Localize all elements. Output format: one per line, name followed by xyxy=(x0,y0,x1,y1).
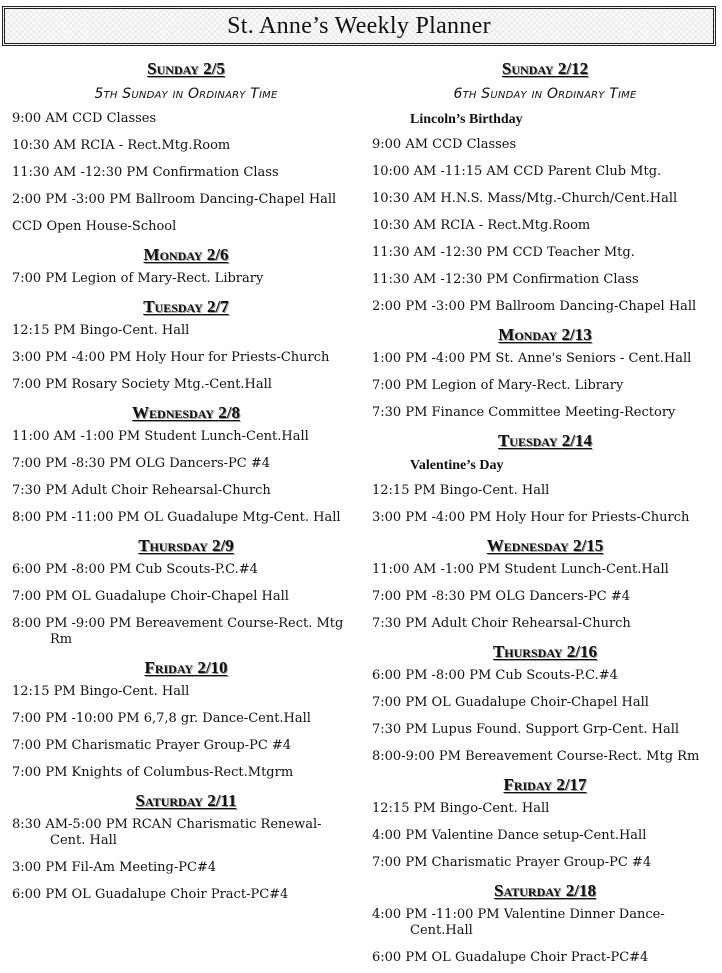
event-item xyxy=(12,161,360,188)
event-item xyxy=(372,797,718,824)
event-item xyxy=(12,479,360,506)
day-section xyxy=(372,772,718,878)
event-item xyxy=(372,851,718,878)
event-item xyxy=(12,346,360,373)
event-text: CCD Open House-School xyxy=(12,219,177,234)
event-item xyxy=(372,691,718,718)
event-text: 11:30 AM -12:30 PM Confirmation Class xyxy=(372,272,639,287)
day-date: 2/16 xyxy=(566,642,598,661)
event-text: 11:00 AM -1:00 PM Student Lunch-Cent.Hall xyxy=(12,429,309,444)
day-heading xyxy=(372,772,718,797)
day-date: 2/17 xyxy=(556,775,587,794)
day-section xyxy=(372,878,718,973)
event-item xyxy=(12,319,360,346)
day-name: Tuesday xyxy=(143,297,203,316)
event-item xyxy=(12,707,360,734)
day-heading xyxy=(12,242,360,267)
day-section xyxy=(372,322,718,428)
event-text: 2:00 PM -3:00 PM Ballroom Dancing-Chapel Hall xyxy=(12,192,337,207)
day-heading xyxy=(12,56,360,81)
event-item xyxy=(372,664,718,691)
event-text: 10:30 AM H.N.S. Mass/Mtg.-Church/Cent.Hall xyxy=(372,191,678,206)
event-item xyxy=(372,903,718,946)
event-item xyxy=(372,479,718,506)
event-text: 12:15 PM Bingo-Cent. Hall xyxy=(12,323,190,338)
day-name: Friday xyxy=(144,658,194,677)
event-item xyxy=(372,214,718,241)
event-text: 10:30 AM RCIA - Rect.Mtg.Room xyxy=(12,138,231,153)
event-item xyxy=(12,134,360,161)
day-name: Tuesday xyxy=(497,431,558,450)
event-text: 7:00 PM -10:00 PM 6,7,8 gr. Dance-Cent.Hall xyxy=(12,711,311,726)
day-name: Wednesday xyxy=(132,403,214,422)
day-section xyxy=(12,655,360,788)
day-name: Monday xyxy=(143,245,203,264)
event-item xyxy=(12,267,360,294)
day-section xyxy=(12,242,360,294)
event-text: 3:00 PM -4:00 PM Holy Hour for Priests-Church xyxy=(12,350,330,365)
special-day-note: Valentine’s Day xyxy=(410,458,504,473)
event-item xyxy=(372,347,718,374)
event-text: 12:15 PM Bingo-Cent. Hall xyxy=(372,483,550,498)
day-name: Friday xyxy=(503,775,553,794)
event-text: 7:30 PM Finance Committee Meeting-Rectory xyxy=(372,405,676,420)
event-text: 6:00 PM OL Guadalupe Choir Pract-PC#4 xyxy=(372,950,649,965)
day-name: Saturday xyxy=(135,791,203,810)
event-text-continued: Rm xyxy=(50,632,73,647)
day-name: Saturday xyxy=(494,881,562,900)
event-item xyxy=(372,745,718,772)
event-text: 7:00 PM OL Guadalupe Choir-Chapel Hall xyxy=(12,589,289,604)
event-item xyxy=(372,241,718,268)
event-item xyxy=(372,133,718,160)
day-name: Sunday xyxy=(147,59,199,78)
event-text: 9:00 AM CCD Classes xyxy=(372,137,517,152)
day-date: 2/7 xyxy=(207,297,229,316)
event-text: 2:00 PM -3:00 PM Ballroom Dancing-Chapel Hall xyxy=(372,299,697,314)
event-item xyxy=(372,401,718,428)
event-text: 10:30 AM RCIA - Rect.Mtg.Room xyxy=(372,218,591,233)
day-heading xyxy=(372,322,718,347)
event-item xyxy=(12,612,360,655)
day-date: 2/8 xyxy=(218,403,240,422)
event-item xyxy=(12,373,360,400)
day-heading xyxy=(12,400,360,425)
event-text: 11:00 AM -1:00 PM Student Lunch-Cent.Hall xyxy=(372,562,669,577)
day-name: Wednesday xyxy=(486,536,569,555)
special-day-note: Lincoln’s Birthday xyxy=(410,112,523,127)
day-heading xyxy=(12,294,360,319)
day-date: 2/5 xyxy=(203,59,225,78)
day-heading xyxy=(12,655,360,680)
day-heading xyxy=(372,878,718,903)
day-heading xyxy=(12,533,360,558)
event-item xyxy=(12,761,360,788)
event-item xyxy=(12,425,360,452)
event-item xyxy=(372,160,718,187)
event-item xyxy=(372,187,718,214)
day-section xyxy=(372,533,718,639)
event-text: 7:00 PM Legion of Mary-Rect. Library xyxy=(372,378,624,393)
event-text: 7:30 PM Adult Choir Rehearsal-Church xyxy=(12,483,271,498)
day-date: 2/13 xyxy=(561,325,592,344)
event-text: 7:30 PM Lupus Found. Support Grp-Cent. Hall xyxy=(372,722,680,737)
title-banner xyxy=(2,6,716,46)
day-date: 2/15 xyxy=(572,536,604,555)
event-text: 9:00 AM CCD Classes xyxy=(12,111,157,126)
day-heading xyxy=(372,428,718,453)
event-text: 8:00 PM -9:00 PM Bereavement Course-Rect. Mtg xyxy=(12,616,344,631)
event-text: 8:30 AM-5:00 PM RCAN Charismatic Renewal- xyxy=(12,817,322,832)
event-text: 7:30 PM Adult Choir Rehearsal-Church xyxy=(372,616,631,631)
event-item xyxy=(372,374,718,401)
day-section xyxy=(12,56,360,242)
event-item xyxy=(12,452,360,479)
event-text: 7:00 PM -8:30 PM OLG Dancers-PC #4 xyxy=(12,456,271,471)
event-text: 12:15 PM Bingo-Cent. Hall xyxy=(372,801,550,816)
day-date: 2/9 xyxy=(212,536,234,555)
day-section xyxy=(12,400,360,533)
event-text: 1:00 PM -4:00 PM St. Anne's Seniors - Cent.Hall xyxy=(372,351,692,366)
event-text: 4:00 PM -11:00 PM Valentine Dinner Dance- xyxy=(372,907,665,922)
liturgical-day: 6th Sunday in Ordinary Time xyxy=(453,86,637,102)
day-date: 2/6 xyxy=(206,245,229,264)
event-text: 7:00 PM -8:30 PM OLG Dancers-PC #4 xyxy=(372,589,631,604)
event-item xyxy=(372,946,718,973)
event-text-continued: Cent.Hall xyxy=(410,923,473,938)
event-item xyxy=(12,883,360,910)
event-text: 7:00 PM Legion of Mary-Rect. Library xyxy=(12,271,264,286)
left-column xyxy=(12,56,360,910)
page-title: St. Anne’s Weekly Planner xyxy=(227,12,491,39)
event-text: 4:00 PM Valentine Dance setup-Cent.Hall xyxy=(372,828,647,843)
event-text: 7:00 PM Knights of Columbus-Rect.Mtgrm xyxy=(12,765,294,780)
event-item xyxy=(372,506,718,533)
day-heading xyxy=(12,788,360,813)
event-text: 7:00 PM Rosary Society Mtg.-Cent.Hall xyxy=(12,377,272,392)
day-section xyxy=(372,428,718,533)
day-section xyxy=(12,533,360,655)
day-name: Thursday xyxy=(492,642,563,661)
event-item xyxy=(372,718,718,745)
event-item xyxy=(12,188,360,215)
day-heading xyxy=(372,639,718,664)
event-item xyxy=(12,215,360,242)
day-date: 2/14 xyxy=(561,431,593,450)
day-name: Monday xyxy=(498,325,558,344)
event-item xyxy=(12,585,360,612)
event-text: 3:00 PM -4:00 PM Holy Hour for Priests-Church xyxy=(372,510,690,525)
event-text: 11:30 AM -12:30 PM CCD Teacher Mtg. xyxy=(372,245,635,260)
event-item xyxy=(12,558,360,585)
day-section xyxy=(372,56,718,322)
event-item xyxy=(12,856,360,883)
event-text: 6:00 PM -8:00 PM Cub Scouts-P.C.#4 xyxy=(372,668,618,683)
event-item xyxy=(12,107,360,134)
event-item xyxy=(12,506,360,533)
event-text-continued: Cent. Hall xyxy=(50,833,117,848)
day-section xyxy=(12,788,360,910)
day-date: 2/11 xyxy=(207,791,237,810)
event-text: 10:00 AM -11:15 AM CCD Parent Club Mtg. xyxy=(372,164,662,179)
day-heading xyxy=(372,56,718,81)
day-section xyxy=(372,639,718,772)
event-text: 8:00-9:00 PM Bereavement Course-Rect. Mtg Rm xyxy=(372,749,700,764)
day-date: 2/10 xyxy=(197,658,228,677)
day-heading xyxy=(372,533,718,558)
day-section xyxy=(12,294,360,400)
day-date: 2/18 xyxy=(565,881,596,900)
event-item xyxy=(372,295,718,322)
event-item xyxy=(372,612,718,639)
event-item xyxy=(372,558,718,585)
day-name: Sunday xyxy=(501,59,554,78)
event-text: 7:00 PM Charismatic Prayer Group-PC #4 xyxy=(372,855,652,870)
event-item xyxy=(372,585,718,612)
event-text: 3:00 PM Fil-Am Meeting-PC#4 xyxy=(12,860,217,875)
event-text: 6:00 PM OL Guadalupe Choir Pract-PC#4 xyxy=(12,887,289,902)
right-column xyxy=(372,56,718,973)
event-item xyxy=(12,734,360,761)
event-text: 7:00 PM OL Guadalupe Choir-Chapel Hall xyxy=(372,695,649,710)
event-text: 7:00 PM Charismatic Prayer Group-PC #4 xyxy=(12,738,292,753)
event-text: 8:00 PM -11:00 PM OL Guadalupe Mtg-Cent. Hall xyxy=(12,510,341,525)
event-text: 6:00 PM -8:00 PM Cub Scouts-P.C.#4 xyxy=(12,562,258,577)
day-date: 2/12 xyxy=(557,59,589,78)
liturgical-day: 5th Sunday in Ordinary Time xyxy=(94,86,278,102)
event-item xyxy=(12,680,360,707)
event-text: 11:30 AM -12:30 PM Confirmation Class xyxy=(12,165,279,180)
event-item xyxy=(372,824,718,851)
day-name: Thursday xyxy=(138,536,208,555)
event-item xyxy=(372,268,718,295)
event-text: 12:15 PM Bingo-Cent. Hall xyxy=(12,684,190,699)
event-item xyxy=(12,813,360,856)
